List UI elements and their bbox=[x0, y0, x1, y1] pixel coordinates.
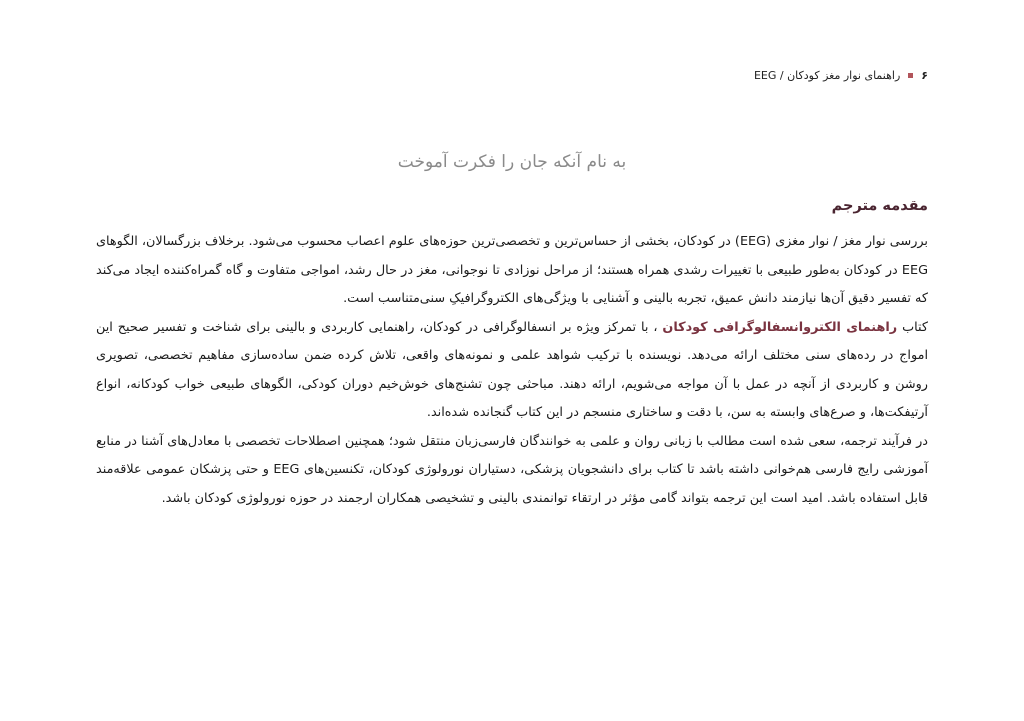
paragraph-book bbox=[96, 314, 928, 428]
page-number: ۶ bbox=[921, 69, 928, 82]
paragraph-book-after: ، با تمرکز ویژه بر انسفالوگرافی در کودکان، راهنمایی کاربردی و بالینی برای شناخت و تفسیر صحیح این امواج در رده‌های سنی مختلف ارائه می‌دهد. نویسنده با ترکیب شواهد علمی و نمونه‌های واقعی، تلاش کرده ضمن ساده‌سازی مفاهیم تخصصی، تصویری روشن و کاربردی از آنچه در عمل با آن مواجه می‌شویم، ارائه دهند. مباحثی چون تشنج‌های خوش‌خیم دوران کودکی، الگوهای طبیعی خواب کودکانه، انواع آرتیفکت‌ها، و صرع‌های وابسته به سن، با دقت و ساختاری منسجم در این کتاب گنجانده شده‌اند. bbox=[96, 319, 928, 420]
page-header bbox=[754, 69, 928, 82]
dedication-line: به نام آنکه جان را فکرت آموخت bbox=[397, 152, 627, 172]
paragraph-intro: بررسی نوار مغز / نوار مغزی (EEG) در کودکان، بخشی از حساس‌ترین و تخصصی‌ترین حوزه‌های علوم اعصاب محسوب می‌شود. برخلاف بزرگسالان، الگوهای EEG در کودکان به‌طور طبیعی با تغییرات رشدی همراه هستند؛ از مراحل نوزادی تا نوجوانی، مغز در حال رشد، امواجی متفاوت و گاه گمراه‌کننده ایجاد می‌کند که تفسیر دقیق آن‌ها نیازمند دانش عمیق، تجربه بالینی و آشنایی با ویژگی‌های الکتروگرافیکِ سنی‌متناسب است. bbox=[96, 234, 928, 306]
paragraph-translation: در فرآیند ترجمه، سعی شده است مطالب با زبانی روان و علمی به خوانندگان فارسی‌زبان منتقل شود؛ همچنین اصطلاحات تخصصی با معادل‌های آشنا در منابع آموزشی رایج فارسی هم‌خوانی داشته باشد تا کتاب برای دانشجویان پزشکی، دستیاران نورولوژی کودکان، تکنسین‌های EEG و حتی پزشکان عمومی علاقه‌مند قابل استفاده باشد. امید است این ترجمه بتواند گامی مؤثر در ارتقاء توانمندی بالینی و تشخیصی همکاران ارجمند در حوزه نورولوژی کودکان باشد. bbox=[96, 433, 928, 506]
book-title: راهنمای الکتروانسفالوگرافی کودکان bbox=[662, 319, 898, 335]
header-bullet bbox=[908, 73, 913, 78]
body-text bbox=[96, 228, 928, 513]
section-title: مقدمه مترجم bbox=[831, 198, 928, 214]
paragraph-book-before: کتاب bbox=[897, 319, 928, 335]
running-title: راهنمای نوار مغز کودکان / EEG bbox=[753, 69, 901, 82]
